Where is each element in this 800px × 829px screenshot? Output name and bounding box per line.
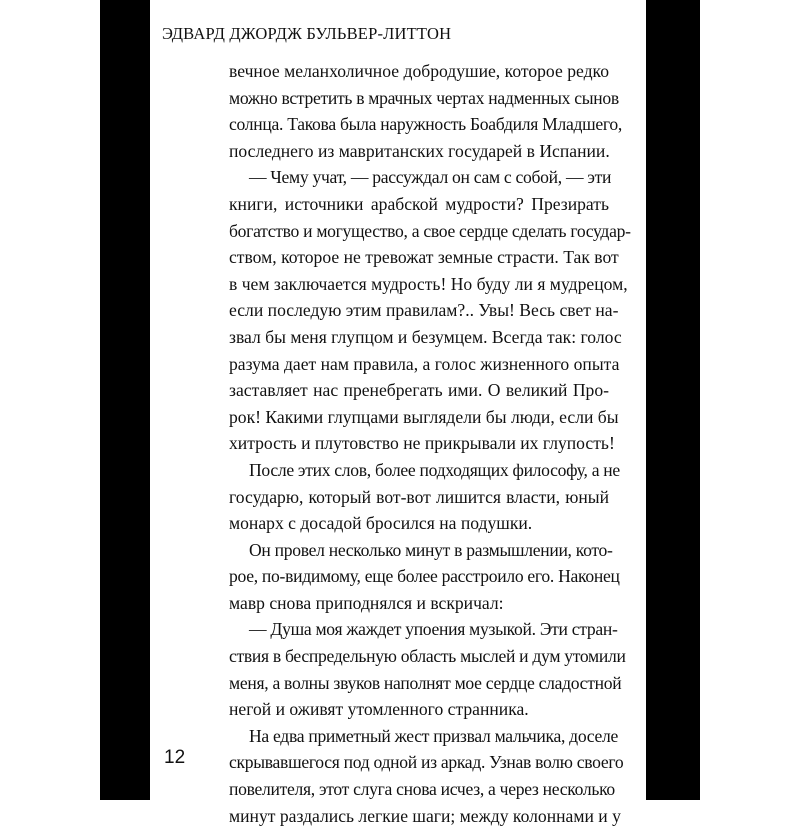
text-line: хитрость и плутовство не прикрывали их глупость!	[229, 433, 615, 454]
text-line: государю, который вот-вот лишится власти, юный	[229, 486, 609, 507]
page-number: 12	[164, 747, 186, 768]
text-line: повелителя, этот слуга снова исчез, а через несколько	[229, 779, 615, 800]
text-line: — Душа моя жаждет упоения музыкой. Эти стран-	[249, 619, 618, 640]
text-line: заставляет нас пренебрегать ими. О великий Про-	[229, 380, 609, 401]
text-line: в чем заключается мудрость! Но буду ли я мудрецом,	[229, 273, 628, 294]
text-line: ством, которое не тревожат земные страсти. Так вот	[229, 247, 619, 268]
text-line: На едва приметный жест призвал мальчика, доселе	[249, 725, 618, 746]
text-line: разума дает нам правила, а голос жизненного опыта	[229, 353, 620, 374]
text-line: богатство и могущество, а свое сердце сделать государ-	[229, 220, 631, 241]
text-line: солнца. Такова была наружность Боабдиля Младшего,	[229, 114, 622, 135]
text-line: если последую этим правилам?.. Увы! Весь свет на-	[229, 300, 619, 321]
text-line: После этих слов, более подходящих философу, а не	[249, 459, 620, 480]
text-line: мавр снова приподнялся и вскричал:	[229, 592, 504, 613]
right-black-border	[646, 0, 700, 800]
text-line: звал бы меня глупцом и безумцем. Всегда так: голос	[229, 326, 622, 347]
text-line: минут раздались легкие шаги; между колоннами и у	[229, 805, 621, 826]
text-line: рое, по-видимому, еще более расстроило его. Наконец	[229, 566, 620, 587]
text-line: негой и оживят утомленного странника.	[229, 699, 529, 720]
text-line: последнего из мавританских государей в Испании.	[229, 140, 610, 161]
book-page	[150, 0, 646, 826]
text-line: рок! Какими глупцами выглядели бы люди, если бы	[229, 406, 619, 427]
text-line: — Чему учат, — рассуждал он сам с собой, — эти	[249, 167, 612, 188]
text-line: вечное меланхоличное добродушие, которое редко	[229, 61, 609, 81]
text-line: книги, источники арабской мудрости? Презирать	[229, 193, 609, 214]
text-line: меня, а волны звуков наполнят мое сердце сладостной	[229, 672, 622, 693]
running-header: ЭДВАРД ДЖОРДЖ БУЛЬВЕР-ЛИТТОН	[162, 24, 452, 43]
text-line: Он провел несколько минут в размышлении, кото-	[249, 539, 613, 560]
left-black-border	[100, 0, 150, 800]
text-line: монарх с досадой бросился на подушки.	[229, 513, 533, 534]
text-line: скрывавшегося под одной из аркад. Узнав волю своего	[229, 752, 624, 773]
text-line: можно встретить в мрачных чертах надменных сынов	[229, 87, 619, 108]
text-line: ствия в беспредельную область мыслей и дум утомили	[229, 646, 626, 667]
body-text	[229, 58, 631, 829]
